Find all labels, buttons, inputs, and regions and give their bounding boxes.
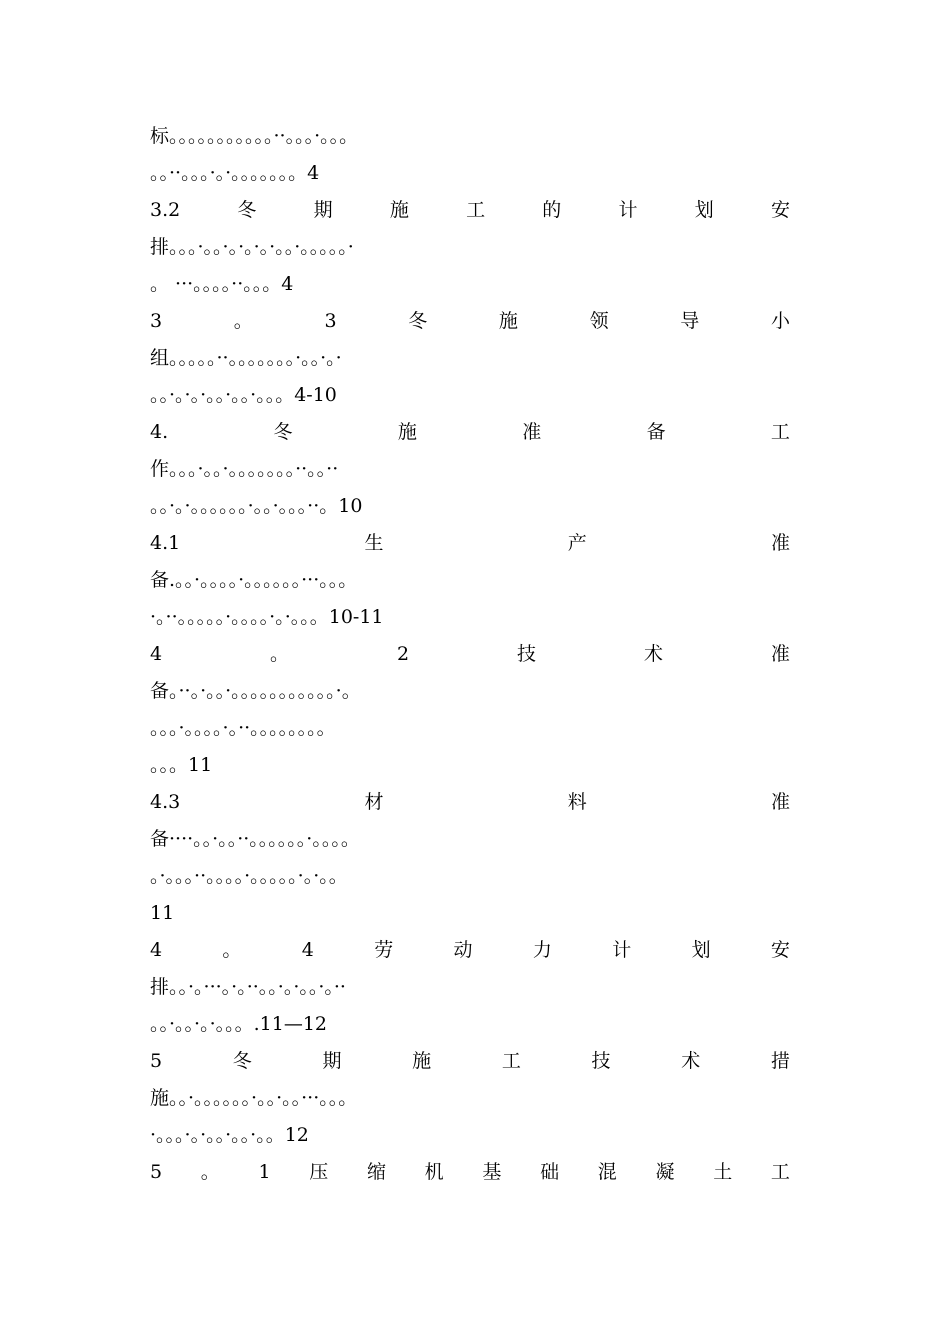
toc-line — [150, 1117, 790, 1154]
toc-line — [150, 599, 790, 636]
toc-line — [150, 377, 790, 414]
toc-leader-text: 排。。。·。。·。·。·。·。。·。。。。。· — [150, 236, 354, 258]
toc-heading-char: 措 — [770, 1050, 790, 1072]
toc-heading-char: 料 — [567, 791, 587, 813]
toc-heading-char: 4. — [150, 421, 169, 443]
toc-leader-text: 备····。。·。。··。。。。。。·。。。。 — [150, 828, 360, 850]
toc-line — [150, 710, 790, 747]
toc-heading-char: 技 — [517, 643, 537, 665]
toc-heading-char: 导 — [680, 310, 700, 332]
toc-heading-char: 。 — [270, 643, 290, 665]
toc-heading-char: 小 — [770, 310, 790, 332]
toc-leader-text: 。。·。·。。。。。。·。。·。。。··。10 — [150, 495, 363, 517]
toc-line — [150, 1080, 790, 1117]
toc-leader-text: 施。。·。。。。。。·。。·。。···。。。 — [150, 1087, 358, 1109]
toc-heading-char: 5 — [150, 1050, 163, 1072]
toc-heading-char: 术 — [681, 1050, 701, 1072]
toc-line — [150, 340, 790, 377]
toc-leader-text: 。。。·。。。。·。··。。。。。。。。 — [150, 717, 336, 739]
toc-line — [150, 932, 790, 969]
toc-leader-text: 标。。。。。。。。。。。··。。。·。。。 — [150, 125, 359, 147]
toc-heading-char: 5 — [150, 1161, 163, 1183]
toc-leader-text: 。 ···。。。。··。。。4 — [150, 273, 294, 295]
toc-heading-char: 划 — [691, 939, 711, 961]
toc-heading-char: 划 — [694, 199, 714, 221]
toc-heading-char: 工 — [770, 1161, 790, 1183]
toc-heading-char: 产 — [567, 532, 587, 554]
toc-line — [150, 969, 790, 1006]
toc-heading-char: 术 — [643, 643, 663, 665]
toc-leader-text: 11 — [150, 902, 175, 924]
toc-heading-char: 。 — [200, 1161, 220, 1183]
toc-heading-char: 3 — [150, 310, 163, 332]
toc-heading-char: 准 — [770, 791, 790, 813]
toc-heading-char: 准 — [770, 532, 790, 554]
toc-heading-char: 工 — [466, 199, 486, 221]
toc-line — [150, 192, 790, 229]
toc-heading-char: 冬 — [232, 1050, 252, 1072]
toc-heading-char: 工 — [770, 421, 790, 443]
toc-heading-char: 4.3 — [150, 791, 181, 813]
table-of-contents — [150, 118, 790, 1191]
toc-leader-text: 排。。·。···。·。··。。·。·。。·。·· — [150, 976, 346, 998]
toc-line — [150, 858, 790, 895]
toc-heading-char: 。 — [233, 310, 253, 332]
toc-line — [150, 821, 790, 858]
toc-heading-char: 材 — [364, 791, 384, 813]
toc-heading-char: 冬 — [408, 310, 428, 332]
toc-leader-text: 。·。。。··。。。。·。。。。。·。·。。 — [150, 865, 348, 887]
toc-heading-char: 础 — [540, 1161, 560, 1183]
toc-heading-char: 技 — [591, 1050, 611, 1072]
toc-heading-char: 。 — [222, 939, 242, 961]
toc-line — [150, 1154, 790, 1191]
toc-heading-char: 3.2 — [150, 199, 181, 221]
toc-heading-char: 缩 — [366, 1161, 386, 1183]
toc-heading-char: 施 — [397, 421, 417, 443]
toc-line — [150, 895, 790, 932]
toc-leader-text: 。。。11 — [150, 754, 213, 776]
toc-leader-text: 。。··。。。·。·。。。。。。。4 — [150, 162, 320, 184]
toc-heading-char: 机 — [424, 1161, 444, 1183]
toc-leader-text: ·。··。。。。。·。。。。·。·。。。10-11 — [150, 606, 384, 628]
toc-heading-char: 1 — [258, 1161, 271, 1183]
toc-heading-char: 4.1 — [150, 532, 181, 554]
toc-heading-char: 准 — [522, 421, 542, 443]
toc-heading-char: 的 — [542, 199, 562, 221]
toc-heading-char: 生 — [364, 532, 384, 554]
toc-line — [150, 266, 790, 303]
toc-line — [150, 118, 790, 155]
toc-heading-char: 力 — [532, 939, 552, 961]
toc-heading-char: 土 — [713, 1161, 733, 1183]
toc-line — [150, 1043, 790, 1080]
toc-line — [150, 673, 790, 710]
toc-heading-char: 4 — [150, 643, 163, 665]
toc-heading-char: 期 — [322, 1050, 342, 1072]
toc-heading-char: 计 — [618, 199, 638, 221]
toc-line — [150, 1006, 790, 1043]
toc-heading-char: 4 — [301, 939, 314, 961]
toc-heading-char: 动 — [453, 939, 473, 961]
toc-heading-char: 冬 — [237, 199, 257, 221]
toc-line — [150, 488, 790, 525]
toc-heading-char: 3 — [324, 310, 337, 332]
toc-heading-char: 冬 — [273, 421, 293, 443]
toc-leader-text: ·。。。·。·。。·。。·。。12 — [150, 1124, 309, 1146]
toc-line — [150, 784, 790, 821]
toc-heading-char: 领 — [589, 310, 609, 332]
toc-heading-char: 2 — [396, 643, 410, 665]
toc-heading-char: 劳 — [374, 939, 394, 961]
toc-heading-char: 基 — [482, 1161, 502, 1183]
toc-line — [150, 562, 790, 599]
toc-heading-char: 工 — [501, 1050, 521, 1072]
toc-heading-char: 压 — [309, 1161, 329, 1183]
toc-line — [150, 525, 790, 562]
toc-leader-text: 组。。。。。··。。。。。。。·。。·。· — [150, 347, 342, 369]
toc-line — [150, 155, 790, 192]
toc-heading-char: 计 — [612, 939, 632, 961]
toc-line — [150, 303, 790, 340]
toc-heading-char: 4 — [150, 939, 163, 961]
toc-heading-char: 凝 — [655, 1161, 675, 1183]
toc-line — [150, 229, 790, 266]
toc-heading-char: 期 — [313, 199, 333, 221]
toc-leader-text: 作。。。·。。·。。。。。。。··。。·· — [150, 458, 339, 480]
toc-line — [150, 414, 790, 451]
toc-heading-char: 备 — [646, 421, 666, 443]
toc-heading-char: 施 — [498, 310, 518, 332]
toc-line — [150, 636, 790, 673]
toc-line — [150, 747, 790, 784]
toc-leader-text: 。。·。·。·。。·。。·。。。4-10 — [150, 384, 337, 406]
toc-leader-text: 。。·。。·。·。。。.11—12 — [150, 1013, 328, 1035]
toc-heading-char: 施 — [412, 1050, 432, 1072]
toc-heading-char: 安 — [770, 939, 790, 961]
toc-heading-char: 施 — [389, 199, 409, 221]
toc-line — [150, 451, 790, 488]
toc-leader-text: 备。··。·。。·。。。。。。。。。。。·。 — [150, 680, 361, 702]
toc-heading-char: 混 — [597, 1161, 617, 1183]
toc-heading-char: 准 — [770, 643, 790, 665]
toc-heading-char: 安 — [770, 199, 790, 221]
toc-leader-text: 备.。。·。。。。·。。。。。。···。。。 — [150, 569, 358, 591]
